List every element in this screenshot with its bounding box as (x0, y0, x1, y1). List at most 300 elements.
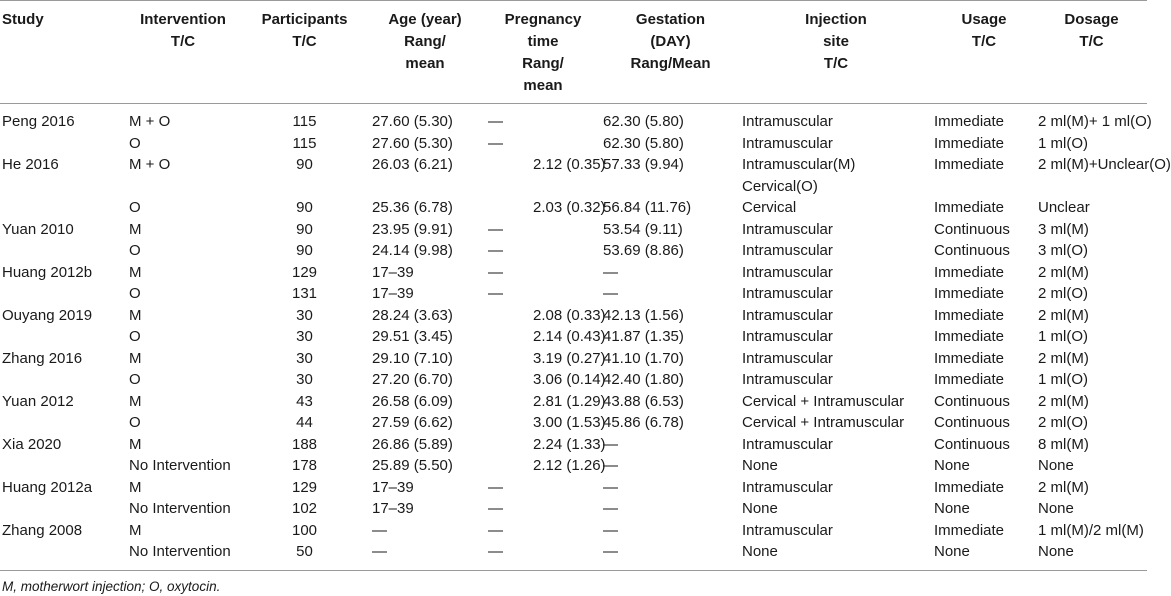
cell-pregnancy-text: — (488, 521, 503, 539)
cell-gestation (601, 219, 740, 241)
cell-dosage (1036, 240, 1147, 262)
cell-dosage-text: None (1038, 500, 1074, 517)
cell-participants-text: 178 (291, 457, 318, 474)
cell-gestation (601, 348, 740, 370)
cell-age (365, 477, 485, 499)
cell-pregnancy (485, 477, 601, 499)
cell-gestation-text: — (603, 521, 618, 539)
cell-dosage-text: 2 ml(M) (1038, 392, 1089, 410)
cell-gestation (601, 262, 740, 284)
cell-participants-text: 129 (291, 478, 318, 496)
cell-intervention-text: O (129, 371, 141, 388)
cell-study (0, 104, 122, 133)
cell-study (0, 434, 122, 456)
cell-age (365, 283, 485, 305)
cell-age-text: 17–39 (372, 263, 414, 281)
cell-intervention (122, 219, 244, 241)
cell-intervention (122, 133, 244, 155)
cell-injection-site-text: Cervical (742, 199, 797, 216)
cell-injection-site (740, 104, 932, 133)
cell-age (365, 197, 485, 219)
cell-study-text: Huang 2012b (2, 263, 93, 281)
cell-age (365, 326, 485, 348)
cell-dosage-text: 1 ml(O) (1038, 371, 1088, 388)
cell-study (0, 455, 122, 477)
cell-intervention-text: M (129, 220, 142, 238)
header-intervention-line: Intervention (140, 11, 226, 28)
cell-gestation-text: 56.84 (11.76) (603, 199, 692, 216)
cell-usage (932, 104, 1036, 133)
cell-participants (244, 219, 365, 241)
cell-pregnancy (485, 520, 601, 542)
cell-study (0, 305, 122, 327)
cell-usage-text: Immediate (934, 328, 1005, 345)
cell-usage (932, 305, 1036, 327)
cell-age (365, 520, 485, 542)
cell-study (0, 219, 122, 241)
cell-age (365, 541, 485, 570)
header-pregnancy-line: time (527, 33, 559, 50)
cell-pregnancy (485, 104, 601, 133)
cell-dosage (1036, 391, 1147, 413)
cell-study (0, 197, 122, 219)
cell-gestation (601, 133, 740, 155)
cell-pregnancy-text: 3.06 (0.14) (533, 371, 606, 388)
cell-participants (244, 262, 365, 284)
cell-injection-site-text: Cervical + Intramuscular (742, 392, 905, 410)
cell-gestation-text: 53.69 (8.86) (603, 242, 684, 259)
cell-injection-site (740, 240, 932, 262)
header-age (365, 1, 485, 104)
cell-pregnancy (485, 262, 601, 284)
cell-dosage (1036, 133, 1147, 155)
cell-dosage (1036, 326, 1147, 348)
cell-study (0, 154, 122, 197)
cell-gestation-text: 42.13 (1.56) (603, 306, 684, 324)
cell-intervention-text: No Intervention (129, 457, 231, 474)
table-row (0, 197, 1147, 219)
cell-gestation-text: — (603, 435, 618, 453)
cell-dosage-text: 2 ml(O) (1038, 285, 1088, 302)
table-row (0, 520, 1147, 542)
cell-dosage (1036, 219, 1147, 241)
cell-usage-text: Immediate (934, 113, 1005, 130)
cell-pregnancy (485, 391, 606, 413)
cell-pregnancy-text: — (488, 134, 503, 152)
cell-pregnancy (485, 348, 606, 370)
cell-usage-text: Immediate (934, 285, 1005, 302)
cell-dosage (1036, 477, 1147, 499)
cell-gestation-text: 45.86 (6.78) (603, 414, 684, 431)
cell-pregnancy-text: — (488, 242, 503, 259)
cell-intervention-text: O (129, 414, 141, 431)
cell-injection-site-text: Intramuscular (742, 371, 833, 388)
header-pregnancy-line: Rang/ (522, 55, 564, 72)
cell-pregnancy-text: — (488, 220, 503, 238)
cell-study (0, 477, 122, 499)
header-pregnancy (485, 1, 601, 104)
cell-gestation (601, 369, 740, 391)
cell-study (0, 240, 122, 262)
cell-usage (932, 219, 1036, 241)
cell-dosage (1036, 434, 1147, 456)
cell-pregnancy (485, 133, 601, 155)
cell-intervention-text: No Intervention (129, 543, 231, 560)
cell-age-text: 24.14 (9.98) (372, 242, 453, 259)
cell-gestation (601, 326, 740, 348)
cell-gestation (601, 104, 740, 133)
cell-intervention-text: M (129, 478, 142, 496)
cell-participants (244, 434, 365, 456)
cell-usage (932, 197, 1036, 219)
cell-participants-text: 115 (292, 113, 317, 130)
cell-usage-text: None (934, 500, 970, 517)
cell-usage (932, 348, 1036, 370)
cell-gestation-text: — (603, 543, 618, 560)
cell-intervention (122, 477, 244, 499)
header-pregnancy-line: mean (523, 77, 563, 94)
cell-injection-site (740, 434, 932, 456)
table-row (0, 283, 1147, 305)
cell-participants (244, 498, 365, 520)
cell-intervention (122, 283, 244, 305)
cell-gestation (601, 391, 740, 413)
cell-gestation-text: 43.88 (6.53) (603, 392, 684, 410)
cell-injection-site-text: Intramuscular (742, 242, 833, 259)
cell-study-text: Zhang 2016 (2, 349, 83, 367)
cell-gestation-text: 57.33 (9.94) (603, 156, 684, 173)
cell-age (365, 305, 485, 327)
cell-gestation-text: — (603, 478, 618, 496)
cell-participants-text: 188 (291, 435, 318, 453)
cell-dosage-text: 1 ml(O) (1038, 328, 1088, 345)
cell-age-text: 23.95 (9.91) (372, 220, 453, 238)
cell-participants (244, 326, 365, 348)
cell-usage (932, 262, 1036, 284)
cell-age-text: 29.51 (3.45) (372, 328, 453, 345)
cell-usage (932, 541, 1036, 570)
cell-intervention-text: O (129, 134, 141, 152)
cell-pregnancy-text: 2.12 (1.26) (533, 457, 606, 474)
cell-dosage (1036, 154, 1171, 197)
cell-dosage-text: None (1038, 457, 1074, 474)
cell-intervention-text: M + O (129, 113, 171, 130)
cell-dosage (1036, 520, 1147, 542)
cell-pregnancy-text: 2.08 (0.33) (533, 306, 606, 324)
header-dosage-line: Dosage (1064, 11, 1119, 28)
cell-participants (244, 369, 365, 391)
cell-pregnancy-text: 2.12 (0.35) (533, 156, 606, 173)
cell-study-text: Yuan 2012 (2, 392, 74, 410)
cell-intervention (122, 197, 244, 219)
cell-pregnancy (485, 326, 606, 348)
header-age-line: mean (405, 55, 445, 72)
cell-dosage-text: 8 ml(M) (1038, 435, 1089, 453)
cell-usage-text: Immediate (934, 349, 1005, 367)
header-dosage (1036, 1, 1147, 104)
cell-dosage (1036, 283, 1147, 305)
cell-gestation (601, 541, 740, 570)
cell-study-text: Xia 2020 (2, 435, 62, 453)
cell-age-text: 27.60 (5.30) (372, 113, 453, 130)
cell-injection-site (740, 154, 932, 197)
cell-pregnancy (485, 283, 601, 305)
header-participants-line: Participants (261, 11, 348, 28)
cell-dosage (1036, 104, 1152, 133)
cell-injection-site-text: Intramuscular (742, 521, 833, 539)
cell-participants-text: 30 (296, 328, 313, 345)
cell-gestation (601, 283, 740, 305)
cell-gestation (601, 520, 740, 542)
cell-intervention (122, 391, 244, 413)
cell-gestation (601, 434, 740, 456)
cell-pregnancy-text: 2.81 (1.29) (533, 392, 606, 410)
cell-age-text: — (372, 543, 387, 560)
table-row (0, 455, 1147, 477)
cell-pregnancy (485, 412, 606, 434)
cell-dosage-text: 2 ml(O) (1038, 414, 1088, 431)
header-usage-line: T/C (971, 33, 997, 50)
cell-participants-text: 131 (291, 285, 318, 302)
cell-pregnancy-text: — (488, 543, 503, 560)
cell-dosage-text: 2 ml(M)+Unclear(O) (1038, 156, 1171, 173)
cell-age-text: 29.10 (7.10) (372, 349, 453, 367)
header-study-line: Study (2, 11, 44, 28)
cell-study (0, 133, 122, 155)
cell-pregnancy (485, 154, 606, 197)
cell-dosage (1036, 369, 1147, 391)
cell-injection-site-text: Intramuscular (742, 220, 833, 238)
cell-injection-site-text: Intramuscular (742, 328, 833, 345)
cell-pregnancy (485, 219, 601, 241)
cell-study (0, 369, 122, 391)
cell-usage-text: Immediate (934, 134, 1005, 152)
cell-injection-site-text: Intramuscular (742, 478, 833, 496)
table-row (0, 262, 1147, 284)
cell-injection-site-text: Intramuscular(M) (742, 156, 856, 173)
cell-intervention (122, 305, 244, 327)
cell-age (365, 498, 485, 520)
cell-usage (932, 369, 1036, 391)
cell-participants (244, 477, 365, 499)
cell-participants-text: 100 (291, 521, 318, 539)
cell-gestation-text: 42.40 (1.80) (603, 371, 684, 388)
cell-age (365, 133, 485, 155)
table-row (0, 219, 1147, 241)
cell-participants (244, 283, 365, 305)
cell-intervention (122, 520, 244, 542)
cell-pregnancy (485, 541, 601, 570)
cell-usage (932, 520, 1036, 542)
header-gestation-line: Rang/Mean (630, 55, 711, 72)
cell-study-text: Ouyang 2019 (2, 306, 93, 324)
table-row (0, 133, 1147, 155)
cell-dosage-text: 3 ml(M) (1038, 220, 1089, 238)
cell-gestation-text: 62.30 (5.80) (603, 134, 684, 152)
cell-study (0, 348, 122, 370)
cell-injection-site-text-line2: Cervical(O) (742, 177, 818, 195)
cell-gestation-text: — (603, 263, 618, 281)
cell-gestation-text: 53.54 (9.11) (603, 220, 683, 238)
cell-age (365, 434, 485, 456)
table-row (0, 541, 1147, 570)
cell-usage (932, 154, 1036, 197)
table-row (0, 412, 1147, 434)
cell-usage (932, 391, 1036, 413)
cell-age (365, 455, 485, 477)
cell-dosage-text: None (1038, 543, 1074, 560)
table-row (0, 477, 1147, 499)
cell-injection-site (740, 498, 932, 520)
cell-gestation-text: — (603, 457, 618, 474)
cell-usage-text: Continuous (934, 392, 1010, 410)
cell-usage-text: Immediate (934, 263, 1005, 281)
cell-injection-site-text: Intramuscular (742, 263, 833, 281)
header-gestation-line: Gestation (635, 11, 706, 28)
cell-participants-text: 90 (296, 220, 313, 238)
cell-gestation (601, 197, 740, 219)
table-row (0, 369, 1147, 391)
cell-gestation (601, 154, 740, 197)
cell-pregnancy-text: — (488, 263, 503, 281)
cell-dosage (1036, 455, 1147, 477)
cell-dosage (1036, 541, 1147, 570)
cell-age-text: 25.36 (6.78) (372, 199, 453, 216)
header-injection-site (740, 1, 932, 104)
cell-age-text: 17–39 (372, 478, 414, 496)
cell-study (0, 498, 122, 520)
cell-injection-site-text: None (742, 500, 778, 517)
cell-age-text: 27.20 (6.70) (372, 371, 453, 388)
header-site-line: T/C (823, 55, 849, 72)
table-row (0, 348, 1147, 370)
header-dosage-line: T/C (1079, 33, 1104, 50)
cell-usage-text: None (934, 543, 970, 560)
cell-usage (932, 240, 1036, 262)
cell-pregnancy-text: — (488, 285, 503, 302)
cell-pregnancy (485, 197, 606, 219)
cell-participants (244, 133, 365, 155)
cell-age (365, 391, 485, 413)
cell-injection-site-text: Cervical + Intramuscular (742, 414, 905, 431)
cell-participants (244, 305, 365, 327)
cell-injection-site (740, 477, 932, 499)
table-row (0, 240, 1147, 262)
cell-participants (244, 455, 365, 477)
cell-participants-text: 50 (296, 543, 313, 560)
header-usage (932, 1, 1036, 104)
cell-intervention-text: M (129, 521, 142, 539)
cell-intervention (122, 154, 244, 197)
header-participants-line: T/C (292, 33, 317, 50)
cell-gestation (601, 412, 740, 434)
cell-intervention-text: O (129, 242, 141, 259)
cell-gestation-text: — (603, 500, 618, 517)
cell-age (365, 262, 485, 284)
cell-intervention (122, 240, 244, 262)
cell-dosage-text: 1 ml(O) (1038, 134, 1088, 152)
cell-usage-text: Immediate (934, 306, 1005, 324)
cell-age-text: 27.60 (5.30) (372, 134, 453, 152)
cell-dosage-text: 2 ml(M) (1038, 263, 1089, 281)
cell-intervention (122, 412, 244, 434)
cell-intervention-text: O (129, 328, 141, 345)
cell-usage-text: Immediate (934, 521, 1005, 539)
cell-participants (244, 391, 365, 413)
cell-usage (932, 283, 1036, 305)
cell-usage (932, 434, 1036, 456)
cell-age-text: 26.03 (6.21) (372, 156, 453, 173)
header-participants (244, 1, 365, 104)
cell-intervention (122, 326, 244, 348)
cell-usage-text: Immediate (934, 371, 1005, 388)
cell-intervention-text: M (129, 392, 142, 410)
cell-intervention-text: No Intervention (129, 500, 231, 517)
header-gestation-line: (DAY) (650, 33, 691, 50)
cell-study (0, 326, 122, 348)
cell-study-text: Peng 2016 (2, 113, 75, 130)
cell-participants-text: 44 (296, 414, 313, 431)
cell-age (365, 104, 485, 133)
cell-participants (244, 104, 365, 133)
cell-usage (932, 498, 1036, 520)
cell-age (365, 240, 485, 262)
cell-age-text: 17–39 (372, 285, 414, 302)
cell-injection-site (740, 133, 932, 155)
cell-age (365, 219, 485, 241)
cell-intervention (122, 541, 244, 570)
cell-injection-site (740, 412, 932, 434)
cell-injection-site (740, 348, 932, 370)
header-site-line: Injection (805, 11, 867, 28)
cell-gestation (601, 305, 740, 327)
cell-dosage-text: 1 ml(M)/2 ml(M) (1038, 521, 1144, 539)
table-row (0, 326, 1147, 348)
cell-pregnancy-text: — (488, 500, 503, 517)
header-age-line: Age (year) (388, 11, 462, 28)
cell-pregnancy (485, 305, 606, 327)
cell-injection-site-text: Intramuscular (742, 134, 833, 152)
cell-injection-site (740, 262, 932, 284)
cell-age (365, 369, 485, 391)
cell-pregnancy-text: — (488, 113, 503, 130)
cell-study-text: He 2016 (2, 156, 59, 173)
cell-injection-site (740, 455, 932, 477)
cell-participants-text: 129 (291, 263, 318, 281)
cell-participants (244, 348, 365, 370)
cell-usage-text: None (934, 457, 970, 474)
cell-injection-site-text: None (742, 457, 778, 474)
cell-participants (244, 197, 365, 219)
cell-injection-site (740, 541, 932, 570)
cell-dosage (1036, 498, 1147, 520)
header-pregnancy-line: Pregnancy (504, 11, 582, 28)
cell-pregnancy (485, 498, 601, 520)
cell-intervention-text: M + O (129, 156, 171, 173)
header-intervention-line: T/C (170, 33, 196, 50)
header-usage-line: Usage (961, 11, 1007, 28)
cell-injection-site (740, 520, 932, 542)
cell-age-text: 26.58 (6.09) (372, 392, 453, 410)
cell-intervention (122, 104, 244, 133)
cell-pregnancy-text: — (488, 478, 503, 496)
cell-injection-site (740, 283, 932, 305)
cell-study (0, 541, 122, 570)
cell-dosage (1036, 262, 1147, 284)
cell-age (365, 412, 485, 434)
cell-injection-site (740, 305, 932, 327)
cell-dosage-text: 2 ml(M)+ 1 ml(O) (1038, 113, 1152, 130)
